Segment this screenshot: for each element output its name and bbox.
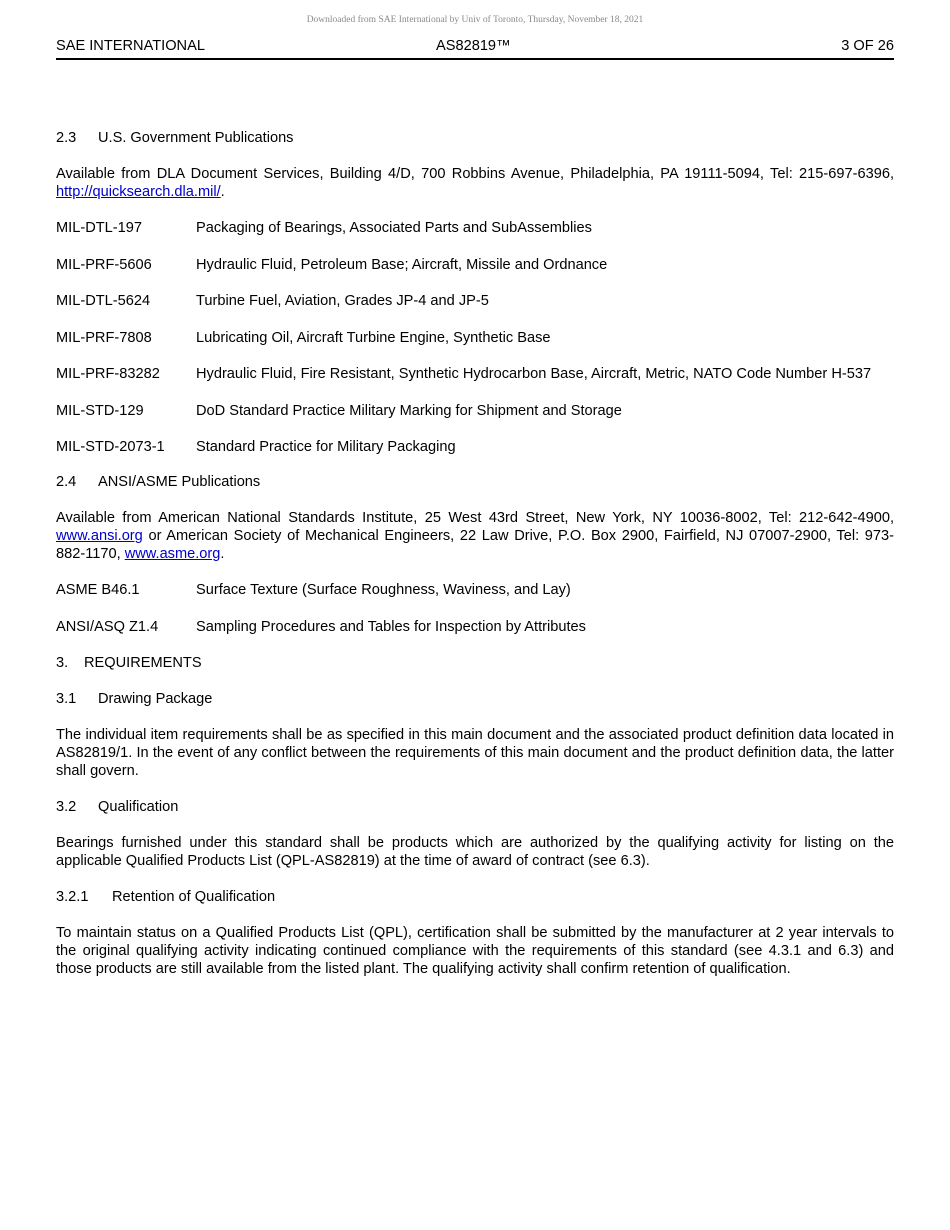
- reference-row: [56, 329, 894, 347]
- reference-title: Lubricating Oil, Aircraft Turbine Engine, Synthetic Base: [196, 329, 551, 346]
- section-3-heading: [56, 654, 894, 672]
- section-3-1-heading: [56, 690, 894, 708]
- availability-text: or American Society of Mechanical Engineers, 22 Law Drive, P.O. Box 2900, Fairfield, NJ 07007-2900, Tel: 973-882-1170,: [56, 528, 894, 562]
- reference-title: Packaging of Bearings, Associated Parts and SubAssemblies: [196, 220, 592, 236]
- retention-paragraph: To maintain status on a Qualified Products List (QPL), certification shall be submitted by the manufacturer at 2 year intervals to the original qualifying activity indicating continued compliance with the requirements of this standard (see 4.3.1 and 6.3) and those products are still available from the listed plant. The qualifying activity shall confirm retention of qualification.: [56, 924, 894, 977]
- ansi-asme-availability-paragraph: [56, 509, 894, 563]
- availability-end: .: [220, 184, 225, 200]
- section-title: ANSI/ASME Publications: [98, 474, 261, 490]
- reference-row: [56, 438, 894, 456]
- reference-code: MIL-STD-2073-1: [56, 439, 165, 455]
- document-body: [56, 129, 894, 996]
- reference-code: MIL-DTL-5624: [56, 293, 151, 309]
- reference-title: Hydraulic Fluid, Fire Resistant, Synthetic Hydrocarbon Base, Aircraft, Metric, NATO Code Number H-537: [196, 366, 872, 382]
- section-title: Qualification: [98, 798, 179, 815]
- reference-title: DoD Standard Practice Military Marking for Shipment and Storage: [196, 402, 622, 419]
- reference-title: Standard Practice for Military Packaging: [196, 439, 456, 455]
- reference-code: ASME B46.1: [56, 582, 140, 598]
- reference-row: [56, 402, 894, 420]
- section-3-2-heading: [56, 798, 894, 816]
- section-number: 3.2: [56, 798, 77, 815]
- download-watermark: Downloaded from SAE International by Univ of Toronto, Thursday, November 18, 2021: [306, 15, 644, 25]
- header-doc-number: AS82819™: [436, 38, 511, 54]
- section-title: Retention of Qualification: [112, 888, 276, 905]
- reference-title: Turbine Fuel, Aviation, Grades JP-4 and JP-5: [196, 293, 489, 309]
- reference-row: [56, 581, 894, 599]
- section-number: 3.2.1: [56, 888, 89, 905]
- reference-code: MIL-PRF-7808: [56, 329, 152, 346]
- section-number: 3.: [56, 654, 69, 671]
- section-title: U.S. Government Publications: [98, 130, 294, 146]
- reference-row: [56, 256, 894, 274]
- reference-row: [56, 618, 894, 636]
- section-2-3-heading: [56, 129, 894, 147]
- section-number: 2.3: [56, 130, 77, 146]
- reference-title: Hydraulic Fluid, Petroleum Base; Aircraft, Missile and Ordnance: [196, 256, 608, 273]
- availability-end: .: [220, 546, 225, 562]
- availability-text: Available from American National Standards Institute, 25 West 43rd Street, New York, NY 10036-8002, Tel: 212-642-4900,: [56, 510, 894, 526]
- page-header: [56, 38, 894, 60]
- reference-row: [56, 365, 894, 383]
- reference-code: MIL-DTL-197: [56, 220, 142, 236]
- section-2-4-heading: [56, 473, 894, 491]
- section-number: 2.4: [56, 474, 77, 490]
- reference-title: Sampling Procedures and Tables for Inspection by Attributes: [196, 618, 586, 635]
- header-publisher: SAE INTERNATIONAL: [56, 38, 205, 54]
- reference-row: [56, 292, 894, 310]
- header-page-number: 3 OF 26: [841, 38, 894, 54]
- section-number: 3.1: [56, 690, 77, 707]
- availability-text: Available from DLA Document Services, Building 4/D, 700 Robbins Avenue, Philadelphia, PA 19111-5094, Tel: 215-697-6396,: [56, 166, 894, 182]
- section-3-2-1-heading: [56, 888, 894, 906]
- drawing-package-paragraph: The individual item requirements shall be as specified in this main document and the associated product definition data located in AS82819/1. In the event of any conflict between the requirements of this main document and the product definition data, the latter shall govern.: [56, 726, 894, 779]
- dla-availability-paragraph: [56, 165, 894, 201]
- ansi-link[interactable]: www.ansi.org: [56, 528, 143, 544]
- asme-link[interactable]: www.asme.org: [124, 546, 221, 562]
- reference-code: MIL-STD-129: [56, 402, 144, 419]
- reference-title: Surface Texture (Surface Roughness, Waviness, and Lay): [196, 582, 571, 598]
- section-title: REQUIREMENTS: [84, 654, 202, 671]
- dla-link[interactable]: http://quicksearch.dla.mil/: [56, 184, 221, 200]
- reference-code: MIL-PRF-5606: [56, 256, 152, 273]
- section-title: Drawing Package: [98, 690, 213, 707]
- qualification-paragraph: Bearings furnished under this standard shall be products which are authorized by the qualifying activity for listing on the applicable Qualified Products List (QPL-AS82819) at the time of award of contract (see 6.3).: [56, 834, 894, 869]
- reference-code: MIL-PRF-83282: [56, 366, 160, 382]
- reference-row: [56, 219, 894, 237]
- reference-code: ANSI/ASQ Z1.4: [56, 618, 159, 635]
